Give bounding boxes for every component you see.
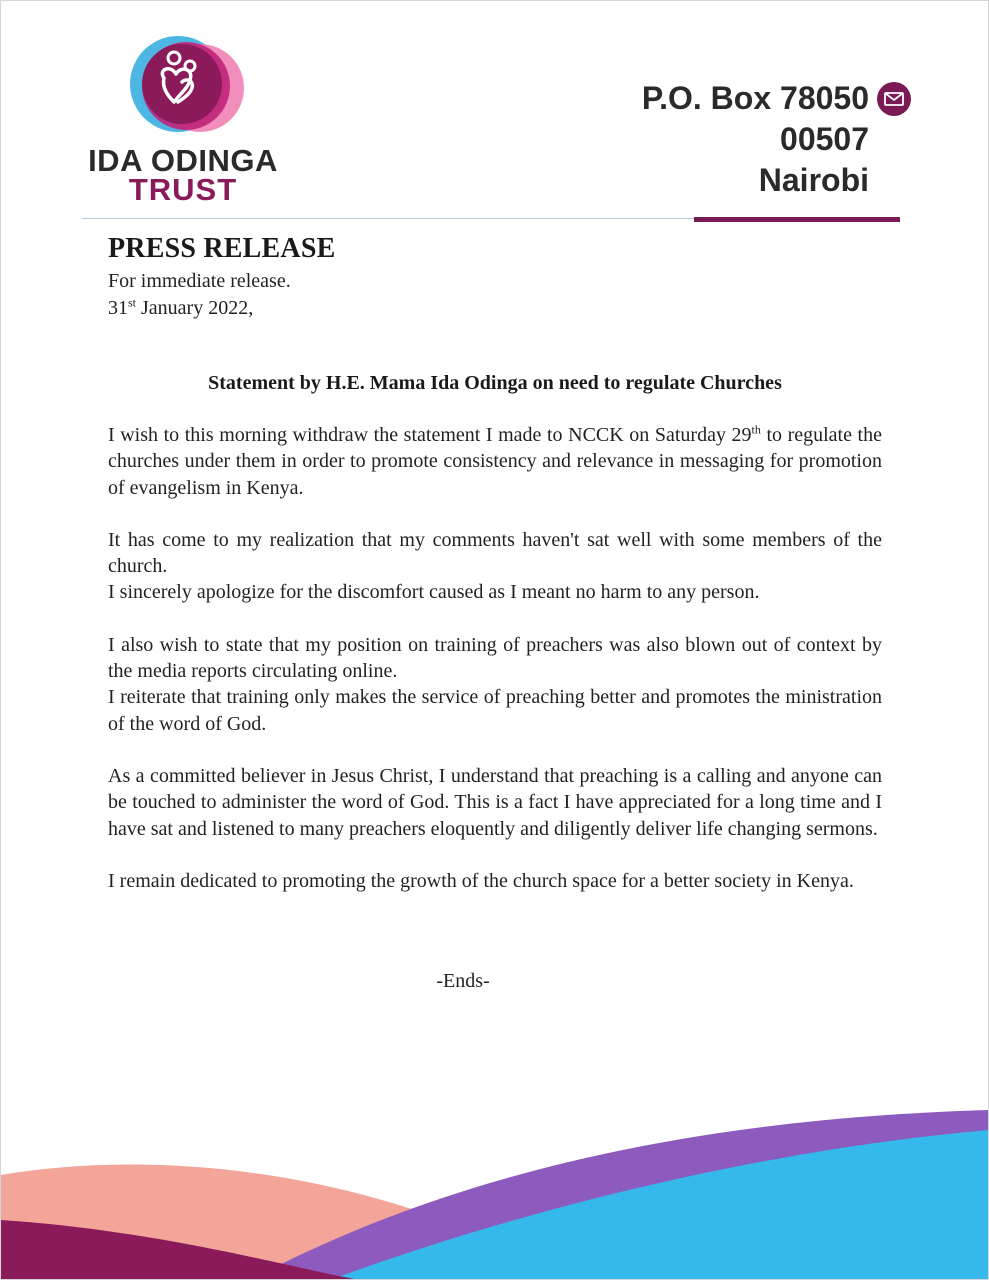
statement-title: Statement by H.E. Mama Ida Odinga on need to regulate Churches: [208, 372, 782, 394]
date-suffix: st: [128, 295, 137, 310]
paragraph-5: I reiterate that training only makes the service of preaching better and promotes the ministration of the word of God.: [108, 686, 882, 735]
org-name-line1: IDA ODINGA: [88, 143, 278, 178]
address-line2: 00507: [780, 121, 869, 157]
ida-odinga-trust-logo-icon: [120, 28, 250, 138]
p1-text-a: I wish to this morning withdraw the statement I made to NCCK on Saturday 29: [108, 424, 752, 446]
statement-body: [108, 422, 882, 920]
postal-address: [642, 78, 869, 201]
header-divider-thin: [82, 218, 694, 219]
release-date: [108, 295, 291, 322]
paragraph-6: As a committed believer in Jesus Christ, I understand that preaching is a calling and anyone can be touched to administer the word of God. This is a fact I have appreciated for a long time and I have sat and listened to many preachers eloquently and diligently deliver life changing sermons.: [108, 764, 882, 840]
press-release-title: PRESS RELEASE: [108, 233, 336, 264]
paragraph-4: I also wish to state that my position on training of preachers was also blown out of context by the media reports circulating online.: [108, 633, 882, 683]
p1-superscript: th: [751, 422, 761, 437]
paragraph-2: It has come to my realization that my comments haven't sat well with some members of the church.: [108, 528, 882, 578]
release-meta: [108, 268, 291, 322]
date-day: 31: [108, 297, 128, 319]
paragraph-7: I remain dedicated to promoting the growth of the church space for a better society in Kenya.: [108, 869, 854, 892]
address-line1: P.O. Box 78050: [641, 80, 869, 116]
date-rest: January 2022,: [136, 297, 254, 319]
mail-icon: [876, 81, 912, 117]
footer-waves: [0, 1080, 989, 1280]
address-line3: Nairobi: [758, 162, 869, 198]
organization-name: [60, 143, 306, 207]
header-divider-accent: [694, 217, 900, 222]
ends-marker: -Ends-: [436, 970, 490, 992]
p1-text-b: to regulate the churches under them in order to promote consistency and relevance in messaging for promotion of evangelism in Kenya.: [108, 424, 882, 499]
release-subtitle: For immediate release.: [108, 270, 291, 292]
paragraph-1: [108, 422, 882, 501]
paragraph-3: I sincerely apologize for the discomfort caused as I meant no harm to any person.: [108, 581, 760, 604]
org-name-line2: TRUST: [128, 172, 238, 207]
